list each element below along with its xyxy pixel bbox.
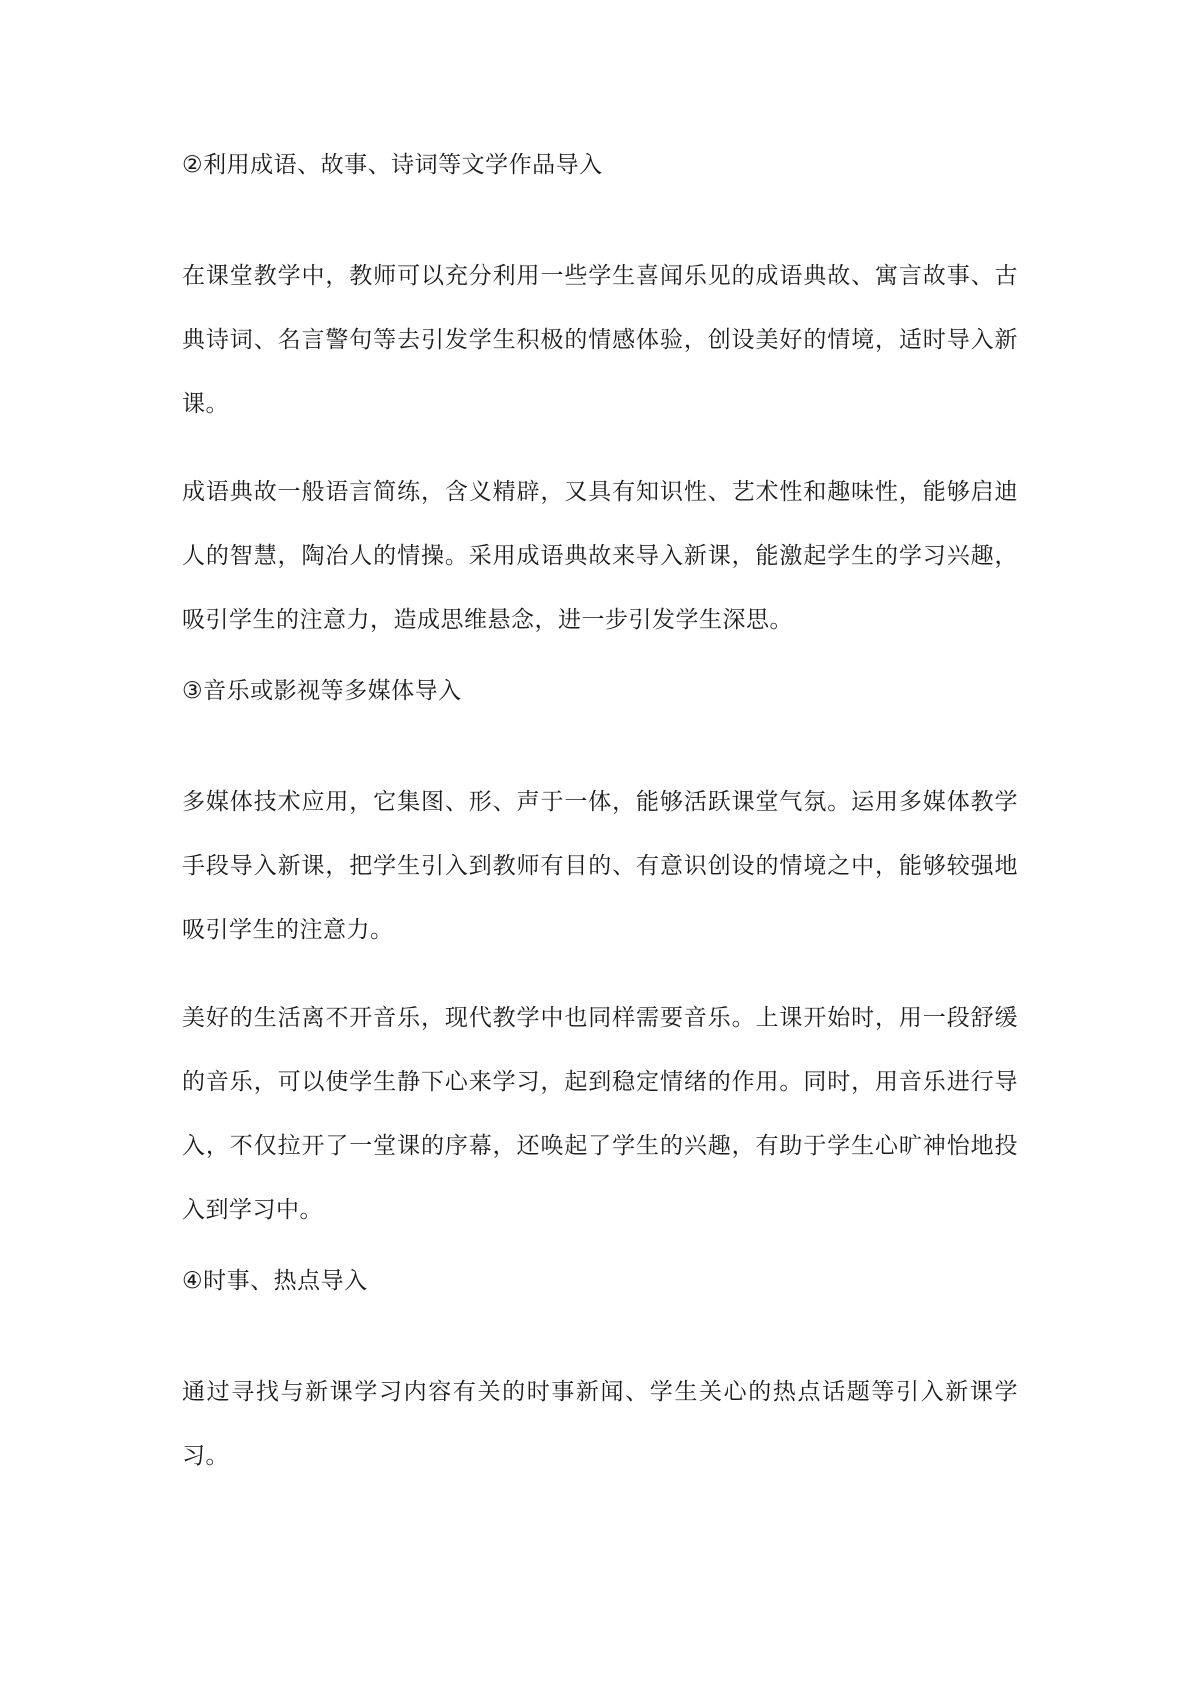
section-heading-2: ②利用成语、故事、诗词等文学作品导入 — [182, 152, 603, 178]
document-body — [182, 148, 1018, 1488]
paragraph-classroom-literature: 在课堂教学中，教师可以充分利用一些学生喜闻乐见的成语典故、寓言故事、古典诗词、名言警句等去引发学生积极的情感体验，创设美好的情境，适时导入新课。 — [182, 263, 1018, 417]
paragraph-multimedia: 多媒体技术应用，它集图、形、声于一体，能够活跃课堂气氛。运用多媒体教学手段导入新课，把学生引入到教师有目的、有意识创设的情境之中，能够较强地吸引学生的注意力。 — [182, 789, 1018, 943]
paragraph-music: 美好的生活离不开音乐，现代教学中也同样需要音乐。上课开始时，用一段舒缓的音乐，可以使学生静下心来学习，起到稳定情绪的作用。同时，用音乐进行导入，不仅拉开了一堂课的序幕，还唤起了学生的兴趣，有助于学生心旷神怡地投入到学习中。 — [182, 1005, 1018, 1223]
paragraph-idiom-allusions: 成语典故一般语言简练，含义精辟，又具有知识性、艺术性和趣味性，能够启迪人的智慧，陶冶人的情操。采用成语典故来导入新课，能激起学生的学习兴趣，吸引学生的注意力，造成思维悬念，进一步引发学生深思。 — [182, 479, 1018, 633]
section-heading-4: ④时事、热点导入 — [182, 1268, 368, 1294]
section-heading-3: ③音乐或影视等多媒体导入 — [182, 678, 462, 704]
paragraph-current-events: 通过寻找与新课学习内容有关的时事新闻、学生关心的热点话题等引入新课学习。 — [182, 1379, 1018, 1469]
